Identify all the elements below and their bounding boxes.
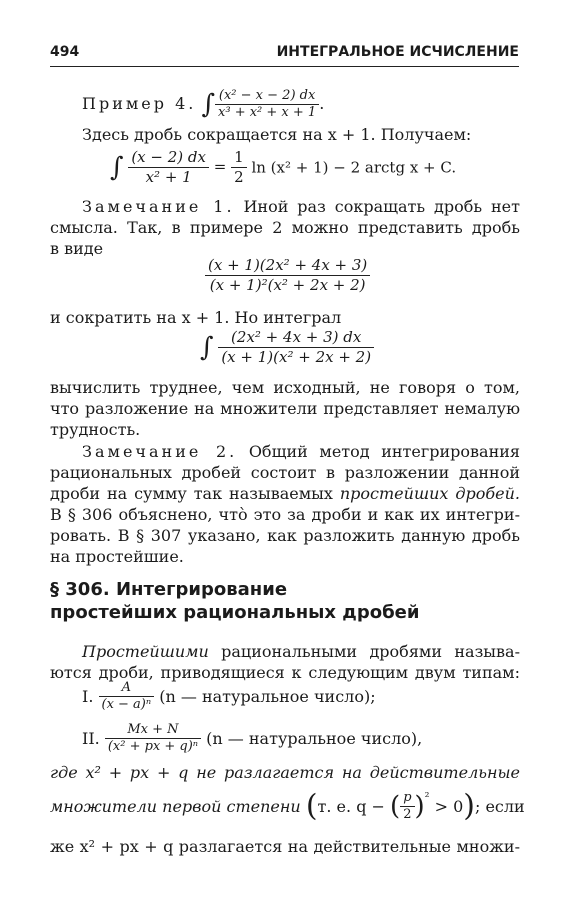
text-fragment: рациональными дробями называ- [221,642,520,661]
running-title: ИНТЕГРАЛЬНОЕ ИСЧИСЛЕНИЕ [276,44,519,60]
running-header [50,44,519,66]
type-label: II. [82,729,100,748]
equation-1-fraction [128,148,209,187]
header-rule [50,66,519,67]
text-line: рациональных дробей состоит в разложении данной [50,463,520,482]
condition-gt: > 0 [434,797,464,816]
remark-1-integral [200,328,374,367]
paren-close-small: ) [414,791,425,822]
italic-phrase: множители первой степени [50,797,301,816]
fraction-denominator: 2 [403,807,412,822]
remark-1-label: Замечание 1. [82,197,235,216]
fraction-numerator: (x + 1)(2x² + 4x + 3) [205,256,370,276]
text-fragment: ; если [474,797,525,816]
fraction-denominator: (x − a)ⁿ [101,697,152,712]
page-number: 494 [50,44,80,60]
example-4 [82,88,552,118]
fraction-numerator: Mx + N [105,722,201,739]
type-2-fraction [105,722,201,755]
type-2 [82,722,422,755]
remark-2-line-1 [82,441,520,463]
integral-sign: ∫ [200,332,214,363]
text-line: В § 306 объяснено, что̀ это за дроби и как их интегри- [50,505,520,524]
body-line-condition [50,790,525,823]
fraction [218,328,374,367]
remark-2-line-3 [50,483,520,505]
text-line: что разложение на множители представляет немалую [50,399,520,418]
fraction-denominator: (x² + px + q)ⁿ [107,739,199,754]
type-label: I. [82,687,94,706]
body-line-where [50,762,520,784]
text-line: ровать. В § 307 указано, как разложить данную дробь [50,526,520,545]
text-fragment: Общий метод интегрирования [248,442,520,461]
paren-open-small: ( [390,791,401,822]
text-line: же x² + px + q разлагается на действительные множи- [50,837,520,856]
integral-sign: ∫ [201,89,216,120]
example-4-fraction [215,88,319,121]
text-line: и сократить на x + 1. Но интеграл [50,308,342,327]
fraction-numerator: 1 [231,148,247,168]
section-title-line-1: § 306. Интегрирование [50,579,288,600]
text-fragment: Иной раз сокращать дробь нет [243,197,521,216]
italic-term: простейших дробей. [339,484,521,503]
fraction-numerator: (2x² + 4x + 3) dx [218,328,374,348]
text-line: вычислить труднее, чем исходный, не говоря о том, [50,378,520,397]
type-1-fraction [99,680,155,713]
remark-1-line-1 [82,196,520,218]
condition-text: т. е. q − [317,797,385,816]
half-fraction [231,148,247,187]
italic-term: Простейшими [82,642,209,661]
p-over-2 [400,790,414,823]
text-line: в виде [50,239,104,258]
body-line-1 [82,641,520,663]
fraction-denominator: x³ + x² + x + 1 [218,105,317,120]
text-line: трудность. [50,420,141,439]
text-line: на простейшие. [50,547,184,566]
fraction-numerator: p [400,790,414,807]
fraction-numerator: (x − 2) dx [128,148,209,168]
paren-open: ( [305,788,318,824]
remark-1-fraction [205,256,370,295]
fraction-numerator: A [99,680,155,697]
type-1 [82,680,376,713]
equation-1-rest: ln (x² + 1) − 2 arctg x + C. [251,158,457,177]
fraction [205,256,370,295]
integral-sign: ∫ [110,152,124,183]
text-line: смысла. Так, в примере 2 можно представить дробь [50,218,520,237]
text-fragment: дроби на сумму так называемых [50,484,333,503]
section-title-line-2: простейших рациональных дробей [50,602,420,623]
example-4-label: Пример 4. [82,94,197,113]
fraction-denominator: (x + 1)(x² + 2x + 2) [221,348,372,366]
paren-close: ) [463,788,475,824]
fraction-denominator: x² + 1 [145,168,192,186]
period: . [319,94,325,113]
type-note: (n — натуральное число), [206,729,423,748]
remark-2-label: Замечание 2. [82,442,238,461]
math-expression: где x² + px + q [50,763,189,782]
fraction-denominator: 2 [234,168,244,186]
fraction-denominator: (x + 1)²(x² + 2x + 2) [209,276,366,294]
equals-sign: = [213,157,227,176]
superscript: ² [424,790,430,804]
equation-1 [110,148,456,187]
type-note: (n — натуральное число); [159,687,376,706]
text-line: Здесь дробь сокращается на x + 1. Получаем: [82,125,472,144]
text-line: ются дроби, приводящиеся к следующим двум типам: [50,663,520,682]
italic-phrase: не разлагается на действительные [196,763,521,782]
fraction-numerator: (x² − x − 2) dx [215,88,319,105]
